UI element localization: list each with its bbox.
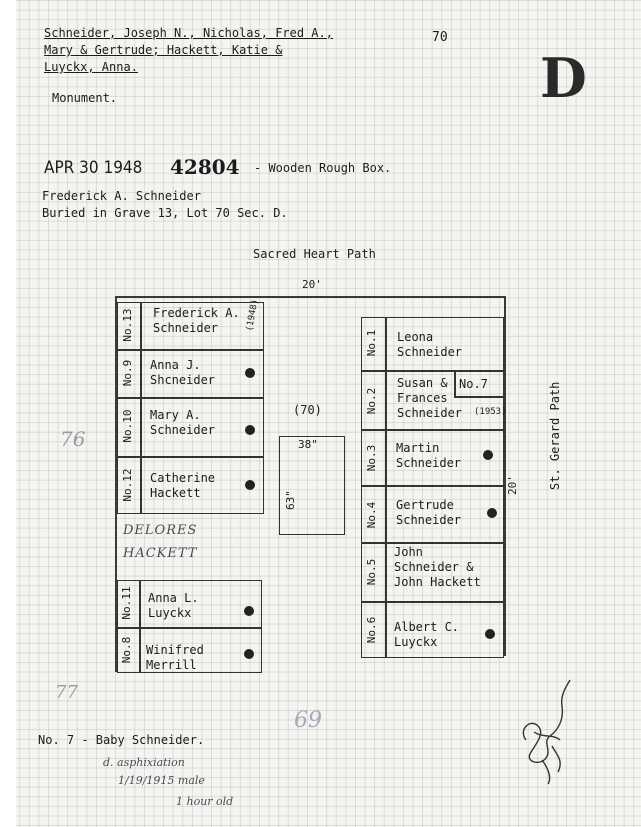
divider (361, 370, 504, 372)
grave-marker-dot (244, 606, 254, 616)
handwritten-name-line2: HACKETT (123, 546, 198, 561)
baby-note: No. 7 - Baby Schneider. (38, 733, 205, 747)
pencil-mark: 77 (55, 682, 78, 703)
plot-right-border (504, 296, 506, 656)
grave-name: Gertrude Schneider (396, 498, 462, 527)
center-lot-label: (70) (293, 403, 322, 417)
handwritten-name-line1: DELORES (123, 523, 198, 538)
plot-top-border (115, 296, 506, 298)
grave-name: Leona Schneider (397, 330, 463, 359)
width-right-label: 20' (506, 475, 519, 495)
grave-marker-dot (487, 508, 497, 518)
grave-marker-dot (245, 480, 255, 490)
grave-name: Anna L. Luyckx (148, 591, 199, 620)
grave-marker-dot (245, 425, 255, 435)
grave-number: No.10 (121, 409, 134, 443)
grave-marker-dot (245, 368, 255, 378)
grave-name: Susan & Frances Schneider (397, 376, 463, 420)
divider (361, 542, 504, 544)
decedent-name: Frederick A. Schneider (42, 189, 201, 203)
right-graves (361, 317, 504, 658)
divider (385, 317, 387, 658)
divider (361, 485, 504, 487)
grave-number: No.6 (365, 616, 378, 644)
pencil-mark: 69 (294, 708, 322, 733)
burial-location: Buried in Grave 13, Lot 70 Sec. D. (42, 206, 288, 220)
grave-number: No.12 (121, 468, 134, 502)
divider (139, 580, 141, 673)
pencil-mark: 76 (60, 427, 86, 451)
grave-name: Anna J. Shcneider (150, 358, 216, 387)
divider (361, 429, 504, 431)
path-right-label: St. Gerard Path (548, 381, 562, 490)
grave-year: (1948) (244, 298, 261, 333)
grave-name: John Schneider & John Hackett (394, 545, 481, 589)
path-top-label: Sacred Heart Path (253, 247, 376, 261)
grave-number: No.4 (365, 501, 378, 529)
section-letter: D (540, 46, 587, 110)
monument-width: 38" (298, 438, 318, 451)
divider (361, 601, 504, 603)
grave-name: Albert C. Luyckx (394, 620, 460, 649)
width-top-label: 20' (302, 278, 322, 291)
grave-name: Winifred Merrill (146, 643, 204, 672)
grave-marker-dot (483, 450, 493, 460)
grave-number: No.1 (365, 329, 378, 357)
grave-name: Frederick A. Schneider (153, 306, 240, 335)
handwritten-note-1: d. asphixiation (103, 756, 185, 769)
header-names-line1: Schneider, Joseph N., Nicholas, Fred A., (44, 26, 333, 40)
lot-number: 70 (432, 30, 448, 45)
grave-number: No.13 (121, 308, 134, 342)
grave-number-inset: No.7 (459, 377, 488, 391)
header-names-line3: Luyckx, Anna. (44, 60, 138, 74)
grave-number: No.9 (121, 359, 134, 387)
grave-number: No.11 (120, 586, 133, 620)
monument-length: 63" (284, 490, 297, 510)
divider (140, 302, 142, 514)
monument-label: Monument. (52, 91, 118, 105)
grave-marker-dot (485, 629, 495, 639)
grave-name: Catherine Hackett (150, 471, 216, 500)
grave-marker-dot (244, 649, 254, 659)
record-number: 42804 (170, 155, 240, 179)
grave-number: No.2 (365, 387, 378, 415)
grave-name: Mary A. Schneider (150, 408, 216, 437)
signature-icon (512, 676, 582, 786)
handwritten-note-2: 1/19/1915 male (118, 774, 205, 787)
handwritten-note-3: 1 hour old (176, 795, 234, 808)
header-names-line2: Mary & Gertrude; Hackett, Katie & (44, 43, 283, 57)
grave-number: No.8 (120, 636, 133, 664)
grave-number: No.3 (365, 444, 378, 472)
date-stamp: APR 30 1948 (44, 158, 143, 178)
grave-name: Martin Schneider (396, 441, 462, 470)
grave-year: (1953) (474, 407, 507, 417)
grave-number: No.5 (365, 558, 378, 586)
box-note: - Wooden Rough Box. (254, 161, 392, 175)
